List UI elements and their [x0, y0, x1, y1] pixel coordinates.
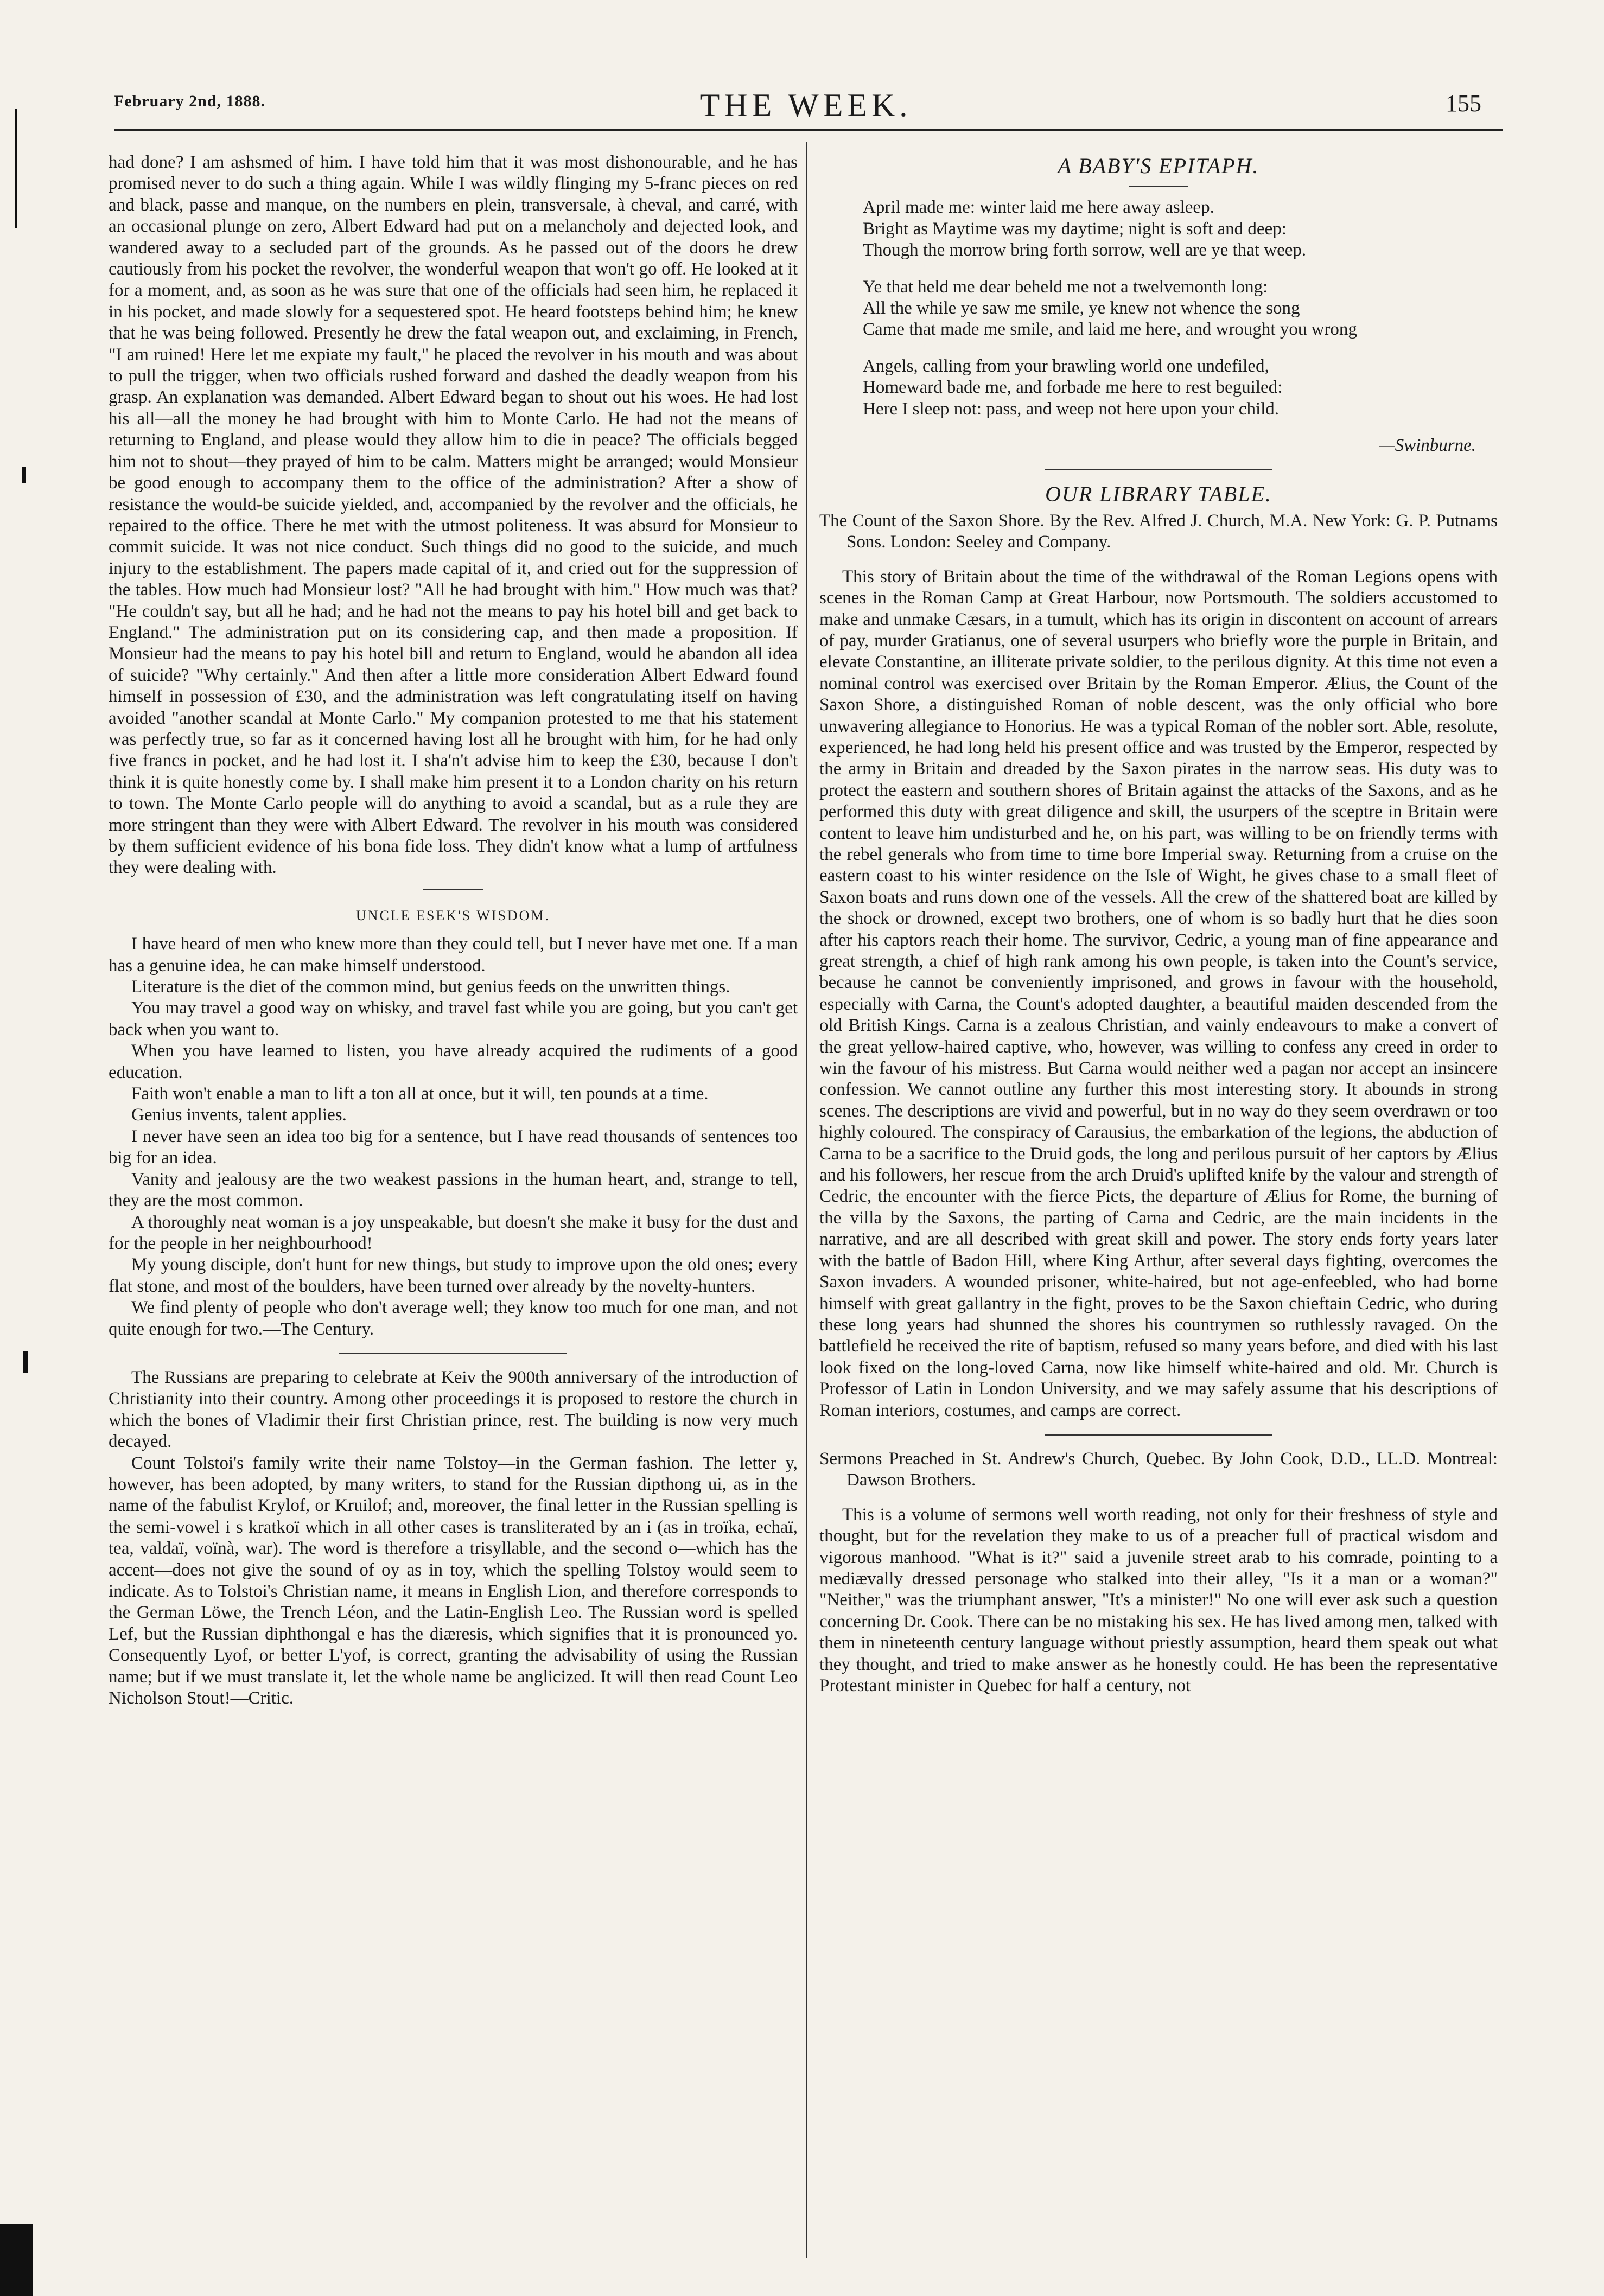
- poem-line: Though the morrow bring forth sorrow, well are ye that weep.: [863, 240, 1307, 260]
- column-divider: [806, 142, 807, 2258]
- section-rule: [1129, 186, 1188, 187]
- wisdom-saying: I have heard of men who knew more than they could tell, but I never have met one. If a man has a genuine idea, he can make himself understood.: [109, 934, 798, 975]
- issue-date: February 2nd, 1888.: [114, 92, 266, 110]
- wisdom-saying: Literature is the diet of the common mind, but genius feeds on the unwritten things.: [131, 977, 730, 997]
- section-rule: [1045, 469, 1272, 470]
- wisdom-saying: Faith won't enable a man to lift a ton all at once, but it will, ten pounds at a time.: [131, 1084, 709, 1104]
- wisdom-saying: A thoroughly neat woman is a joy unspeakable, but doesn't she make it busy for the dust and for the people in her neighbourhood!: [109, 1212, 798, 1253]
- section-rule: [1045, 1434, 1272, 1436]
- wisdom-heading: UNCLE ESEK'S WISDOM.: [355, 907, 551, 923]
- poem-line: Here I sleep not: pass, and weep not here upon your child.: [863, 399, 1280, 419]
- margin-mark: [0, 2224, 33, 2296]
- running-head: [114, 87, 1498, 130]
- poem-line: All the while ye saw me smile, ye knew not whence the song: [863, 298, 1300, 318]
- library-title: OUR LIBRARY TABLE.: [1045, 482, 1272, 507]
- poem-line: Ye that held me dear beheld me not a twelvemonth long:: [863, 277, 1268, 297]
- journal-title: THE WEEK.: [699, 87, 912, 123]
- wisdom-saying: When you have learned to listen, you have already acquired the rudiments of a good education.: [109, 1041, 798, 1082]
- wisdom-saying: Vanity and jealousy are the two weakest passions in the human heart, and, strange to tell, they are the most common.: [109, 1169, 798, 1211]
- right-column: [819, 152, 1498, 1697]
- review-body: This story of Britain about the time of the withdrawal of the Roman Legions opens with scenes in the Roman Camp at Great Harbour, now Portsmouth. The soldiers accustomed to make and unmake Cæsars, in a tumult, which has its origin in discontent on account of arrears of pay, murder Gratianus, one of several usurpers who briefly wore the purple in Britain, and elevate Constantine, an illiterate private soldier, to the perilous dignity. At this time not even a nominal control was exercised over Britain by the Roman Emperor. Ælius, the Count of the Saxon Shore, a distinguished Roman of noble descent, was the only official who bore unwavering allegiance to Honorius. He was a typical Roman of the nobler sort. Able, resolute, experienced, he had long held his present office and was trusted by the Emperor, respected by the army in Britain and dreaded by the Saxon pirates in the narrow seas. His duty was to protect the eastern and southern shores of Britain against the attacks of the Saxons, and as he performed this duty with great diligence and skill, the usurpers of the sceptre in Britain were content to leave him undisturbed and he, on his part, was willing to be on friendly terms with the rebel generals who from time to time bore Imperial sway. Returning from a cruise on the eastern coast to his winter residence on the Isle of Wight, he gives chase to a small fleet of Saxon boats and runs down one of the vessels. All the crew of the shattered boat are killed by the shock or drowned, except two brothers, one of whom is so badly hurt that he dies soon after his captors reach their home. The survivor, Cedric, a young man of fine appearance and great strength, a chief of high rank among his own people, is taken into the Count's service, because he cannot be conveniently imprisoned, and grows in favour with the household, especially with Carna, the Count's adopted daughter, a beautiful maiden descended from the old British Kings. Carna is a zealous Christian, and vainly endeavours to make a convert of the great yellow-haired captive, who, however, was willing to confess any creed in order to win the favour of his mistress. But Carna would neither wed a pagan nor accept an insincere confession. We cannot outline any further this most interesting story. It abounds in strong scenes. The descriptions are vivid and powerful, but in no way do they seem overdrawn or too highly coloured. The conspiracy of Carausius, the embarkation of the legions, the abduction of Carna to be a sacrifice to the Druid gods, the long and perilous pursuit of her captors by Ælius and his followers, her rescue from the arch Druid's uplifted knife by the valour and strength of Cedric, the encounter with the fierce Picts, the departure of Ælius for Rome, the burning of the villa by the Saxons, the parting of Carna and Cedric, are the main incidents in the narrative, and are all described with great skill and power. The story ends forty years later with the battle of Badon Hill, where King Arthur, after several days fighting, overcomes the Saxon invaders. A wounded prisoner, white-haired, but not age-enfeebled, who had borne himself with great gallantry in the fight, proves to be the Saxon chieftain Cedric, who during these long years had shunned the shores his countrymen so ruthlessly ravaged. On the battlefield he received the rite of baptism, refused so many years before, and died with his last look fixed on the long-loved Carna, now like himself white-haired and old. Mr. Church is Professor of Latin in London University, and we may safely assume that his descriptions of Roman interiors, costumes, and camps are correct.: [819, 566, 1498, 1420]
- wisdom-saying: Genius invents, talent applies.: [131, 1105, 347, 1125]
- review-heading: Sermons Preached in St. Andrew's Church, Quebec. By John Cook, D.D., LL.D. Montreal: Dawson Brothers.: [819, 1449, 1498, 1490]
- margin-mark: [15, 109, 17, 228]
- left-column: [109, 152, 798, 1709]
- margin-mark: [22, 467, 26, 483]
- poem-line: Angels, calling from your brawling world one undefiled,: [863, 356, 1269, 376]
- section-rule: [423, 889, 483, 890]
- wisdom-saying: My young disciple, don't hunt for new things, but study to improve upon the old ones; every flat stone, and most of the boulders, have been turned over already by the novelty-hunters.: [109, 1255, 798, 1296]
- poem-line: Bright as Maytime was my daytime; night is soft and deep:: [863, 219, 1287, 239]
- section-rule: [339, 1353, 567, 1354]
- epitaph-poem: [819, 197, 1498, 420]
- review-heading: The Count of the Saxon Shore. By the Rev. Alfred J. Church, M.A. New York: G. P. Putnams Sons. London: Seeley and Company.: [819, 511, 1498, 552]
- poem-stanza: [863, 277, 1498, 341]
- epitaph-title: A BABY'S EPITAPH.: [1058, 154, 1259, 178]
- poem-line: Homeward bade me, and forbade me here to rest beguiled:: [863, 378, 1283, 398]
- poem-stanza: [863, 197, 1498, 261]
- epitaph-author: —Swinburne.: [1379, 436, 1476, 456]
- page-number: 155: [1446, 90, 1481, 117]
- russians-paragraph: The Russians are preparing to celebrate at Keiv the 900th anniversary of the introduction of Christianity into their country. Among other proceedings it is proposed to restore the church in which the bones of Vladimir their first Christian prince, rest. The building is now very much decayed.: [109, 1367, 798, 1452]
- poem-line: April made me: winter laid me here away asleep.: [863, 197, 1214, 218]
- wisdom-saying: We find plenty of people who don't average well; they know too much for one man, and not quite enough for two.—The Century.: [109, 1298, 798, 1339]
- monte-carlo-paragraph: had done? I am ashsmed of him. I have told him that it was most dishonourable, and he has promised never to do such a thing again. While I was wildly flinging my 5-franc pieces on red and black, passe and manque, on the numbers en plein, transversale, à cheval, and carré, with an occasional plunge on zero, Albert Edward had put on a melancholy and dejected look, and wandered away to a secluded part of the grounds. As he passed out of the doors he drew cautiously from his pocket the revolver, the wonderful weapon that won't go off. He looked at it for a moment, and, as soon as he was sure that one of the officials had seen him, he replaced it in his pocket, and made slowly for a sequestered spot. He heard footsteps behind him; he knew that he was being followed. Presently he drew the fatal weapon out, and exclaiming, in French, "I am ruined! Here let me expiate my fault," he placed the revolver in his mouth and was about to pull the trigger, when two officials rushed forward and dashed the deadly weapon from his grasp. An explanation was demanded. Albert Edward began to shout out his woes. He had lost his all—all the money he had brought with him to Monte Carlo. He had not the means of returning to England, and please would they allow him to die in peace? The officials begged him not to shout—they prayed of him to be calm. Matters might be arranged; would Monsieur be good enough to accompany them to the office of the administration? After a show of resistance the would-be suicide yielded, and, accompanied by the revolver and the officials, he repaired to the office. There he met with the utmost politeness. It was absurd for Monsieur to commit suicide. It was not nice conduct. Such things did no good to the suicide, and much injury to the establishment. The papers made capital of it, and cried out for the suppression of the tables. How much had Monsieur lost? "All he had brought with him." How much was that? "He couldn't say, but all he had; and he had not the means to pay his hotel bill and get back to England." The administration put on its considering cap, and then made a proposition. If Monsieur had the means to pay his hotel bill and return to England, would he abandon all idea of suicide? "Why certainly." And then after a little more consideration Albert Edward found himself in possession of £30, and the administration was left congratulating itself on having avoided "another scandal at Monte Carlo." My companion protested to me that his statement was perfectly true, so far as it concerned having lost all he brought with him, for he had only five francs in pocket, and he had lost it. I sha'n't advise him to keep the £30, because I don't think it is quite honestly come by. I shall make him present it to a London charity on his return to town. The Monte Carlo people will do anything to avoid a scandal, but as a rule they are more stringent than they were with Albert Edward. The revolver in his mouth was considered by them sufficient evidence of his bona fide loss. They didn't know what a lump of artfulness they were dealing with.: [109, 152, 798, 878]
- review-body: This is a volume of sermons well worth reading, not only for their freshness of style and thought, but for the revelation they make to us of a preacher full of practical wisdom and vigorous manhood. "What is it?" said a juvenile street arab to his comrade, pointing to a mediævally dressed personage who stalked into their alley, "Is it a man or a woman?" "Neither," was the triumphant answer, "It's a minister!" No one will ever ask such a question concerning Dr. Cook. There can be no mistaking his sex. He has lived among men, talked with them in nineteenth century language without priestly assumption, heard them speak out what they thought, and tried to make answer as he honestly could. He has been the representative Protestant minister in Quebec for half a century, not: [819, 1504, 1498, 1695]
- tolstoi-paragraph: Count Tolstoi's family write their name Tolstoy—in the German fashion. The letter y, however, has been adopted, by many writers, to stand for the Russian dipthong ui, as in the name of the fabulist Krylof, or Kruilof; and, moreover, the final letter in the Russian spelling is the semi-vowel i s kratkoï which in all other cases is transliterated by an i (as in troïka, echaï, tea, valdaï, voïnà, war). The word is therefore a trisyllable, and the second o—which has the accent—does not give the sound of oy as in toy, which the spelling Tolstoy would seem to indicate. As to Tolstoi's Christian name, it means in English Lion, and therefore corresponds to the German Löwe, the Trench Léon, and the Latin-English Leo. The Russian word is spelled Lef, but the Russian diphthongal e has the diæresis, which signifies that it is pronounced yo. Consequently Lyof, or better L'yof, is correct, granting the advisability of using the Russian name; but if we must translate it, let the whole name be anglicized. It will then read Count Leo Nicholson Stout!—Critic.: [109, 1453, 798, 1708]
- wisdom-saying: You may travel a good way on whisky, and travel fast while you are going, but you can't get back when you want to.: [109, 998, 798, 1039]
- poem-line: Came that made me smile, and laid me here, and wrought you wrong: [863, 320, 1357, 340]
- header-rule: [114, 129, 1503, 131]
- wisdom-list: [109, 934, 798, 1340]
- wisdom-saying: I never have seen an idea too big for a sentence, but I have read thousands of sentences too big for an idea.: [109, 1126, 798, 1168]
- poem-stanza: [863, 356, 1498, 420]
- margin-mark: [23, 1351, 28, 1373]
